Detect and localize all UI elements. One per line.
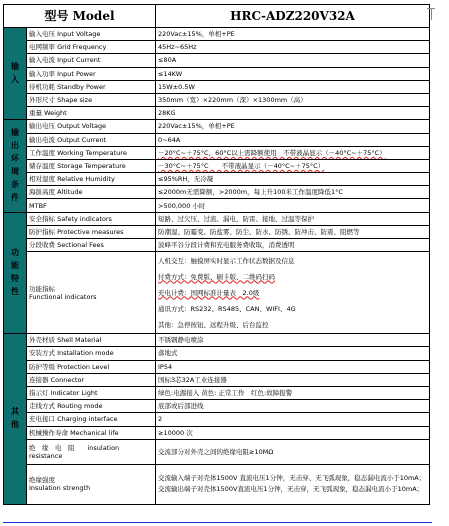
spec-value: 波峰平谷分段计费和充电服务费收取，消费透明	[156, 239, 430, 252]
section-category: 输 入	[4, 28, 27, 120]
spec-label: 绝缘强度 Insulation strength	[27, 464, 156, 504]
page-bottom-border	[3, 522, 432, 523]
spec-value: －20°C~＋75°C，60°C以上需降额使用 不带液晶显示（－40°C~＋75°C）	[156, 146, 430, 159]
spec-value: 交流输入端子对壳体1500V 直流电压1分钟，无击穿、无飞弧现象，稳态漏电流小于10mA；交流输出端子对壳体1500V直流电压1分钟，无击穿，无飞弧现象，稳态漏电流小于10mA；	[156, 464, 430, 504]
model-value: HRC-ADZ220V32A	[156, 5, 430, 28]
spec-value: －30°C~＋75°C 不带液晶显示（－40°C~＋75°C）	[156, 159, 430, 172]
spec-row	[4, 41, 430, 54]
spec-label: MTBF	[27, 199, 156, 212]
spec-label: 重量 Weight	[27, 107, 156, 120]
spec-row	[4, 360, 430, 373]
spec-row	[4, 186, 430, 199]
spec-row	[4, 400, 430, 413]
spec-value: 15W±0.5W	[156, 80, 430, 93]
spec-label: 分段收费 Sectional Fees	[27, 239, 156, 252]
spec-label: 防护指标 Protective measures	[27, 225, 156, 238]
spec-row	[4, 159, 430, 172]
function-item: 付费方式：免费版、刷卡版、二维码扫码	[158, 272, 275, 281]
spec-label: 充电接口 Charging interface	[27, 413, 156, 426]
spec-row	[4, 107, 430, 120]
spec-row	[4, 386, 430, 399]
spec-label: 安全指标 Safety indicators	[27, 212, 156, 225]
spec-row	[4, 67, 430, 80]
function-item: 其他：急停按钮、远程升级、后台监控	[158, 320, 269, 329]
spec-row	[4, 93, 430, 106]
spec-value: 28KG	[156, 107, 430, 120]
spec-label: 储存温度 Storage Temperature	[27, 159, 156, 172]
spec-label: 走线方式 Routing mode	[27, 400, 156, 413]
spec-row	[4, 252, 430, 334]
spec-label: 相对湿度 Relative Humidity	[27, 173, 156, 186]
spec-label: 工作温度 Working Temperature	[27, 146, 156, 159]
spec-row	[4, 120, 430, 133]
spec-label: 待机功耗 Standby Power	[27, 80, 156, 93]
page-corner-mark	[431, 8, 432, 20]
spec-value: ≤95%RH，无冷凝	[156, 173, 430, 186]
spec-row	[4, 373, 430, 386]
spec-table	[3, 4, 430, 505]
spec-value: 不锈钢静电喷涂	[156, 334, 430, 347]
spec-row	[4, 347, 430, 360]
spec-label: 输入功率 Input Power	[27, 67, 156, 80]
function-item: 人机交互：触摸屏实时显示工作状态数据及信息	[158, 256, 295, 265]
spec-value: 交流部分对外壳之间的绝缘电阻≥10MΩ	[156, 439, 430, 464]
spec-row	[4, 173, 430, 186]
function-item: 充电计费：国网标准计量表 2.0级	[158, 288, 260, 297]
spec-row	[4, 54, 430, 67]
spec-label: 连接器 Connector	[27, 373, 156, 386]
spec-row	[4, 212, 430, 225]
spec-label: 外形尺寸 Shape size	[27, 93, 156, 106]
spec-row	[4, 334, 430, 347]
spec-value: 2	[156, 413, 430, 426]
spec-row	[4, 239, 430, 252]
spec-value: 落地式	[156, 347, 430, 360]
spec-row	[4, 133, 430, 146]
spec-value: ≤14KW	[156, 67, 430, 80]
spec-label: 防护等级 Protection Level	[27, 360, 156, 373]
spec-value	[156, 252, 430, 334]
spec-label: 机械操作寿命 Mechanical life	[27, 426, 156, 439]
spec-label: 海拔高度 Altitude	[27, 186, 156, 199]
spec-sheet	[3, 4, 429, 505]
section-category: 其 他	[4, 334, 27, 505]
spec-row	[4, 413, 430, 426]
spec-label: 安装方式 Installation mode	[27, 347, 156, 360]
spec-label: 外壳材质 Shell Material	[27, 334, 156, 347]
header-row	[4, 5, 430, 28]
spec-value: 短路、过欠压、过流、漏电、防雷、接地、过温等保护	[156, 212, 430, 225]
spec-label: 输出电压 Output Voltage	[27, 120, 156, 133]
spec-value: ≤2000m无需降额，>2000m，每上升100米工作温度降低1°C	[156, 186, 430, 199]
spec-value: 防潮湿、防霉变、防盐雾、防尘、防水、防锈、防冲击、防震、阻燃等	[156, 225, 430, 238]
spec-row	[4, 80, 430, 93]
spec-value: 绿色:电源接入 黄色: 正常工作 红色:故障报警	[156, 386, 430, 399]
spec-value: 0~64A	[156, 133, 430, 146]
spec-row	[4, 439, 430, 464]
spec-value: >500,000 小时	[156, 199, 430, 212]
spec-label: 功能指标 Functional indicators	[27, 252, 156, 334]
spec-row	[4, 426, 430, 439]
spec-label: 绝 缘 电 阻 insulation resistance	[27, 439, 156, 464]
spec-row	[4, 464, 430, 504]
model-label: 型号 Model	[4, 5, 156, 28]
page-corner-mark	[427, 8, 435, 9]
spec-label: 电网频率 Grid Frequency	[27, 41, 156, 54]
spec-value: 220Vac±15%，单相+PE	[156, 120, 430, 133]
spec-value: 国标3芯32A工业连接器	[156, 373, 430, 386]
spec-row	[4, 28, 430, 41]
spec-row	[4, 146, 430, 159]
spec-label: 指示灯 Indicator Light	[27, 386, 156, 399]
spec-label: 输入电流 Input Current	[27, 54, 156, 67]
spec-value: ≥10000 次	[156, 426, 430, 439]
spec-value: IP54	[156, 360, 430, 373]
section-category: 功 能 特 性	[4, 212, 27, 334]
spec-label: 输入电压 Input Voltage	[27, 28, 156, 41]
spec-label: 输出电流 Output Current	[27, 133, 156, 146]
section-category: 输 出 环 境 条 件	[4, 120, 27, 212]
spec-value: 220Vac±15%，单相+PE	[156, 28, 430, 41]
spec-value: 45Hz~65Hz	[156, 41, 430, 54]
function-item: 通讯方式：RS232、RS485、CAN、WIFI、4G	[158, 304, 296, 313]
spec-value: 350mm（宽）×220mm（深）×1300mm（高）	[156, 93, 430, 106]
spec-row	[4, 225, 430, 238]
spec-row	[4, 199, 430, 212]
spec-value: ≤80A	[156, 54, 430, 67]
spec-value: 底部或后部进线	[156, 400, 430, 413]
